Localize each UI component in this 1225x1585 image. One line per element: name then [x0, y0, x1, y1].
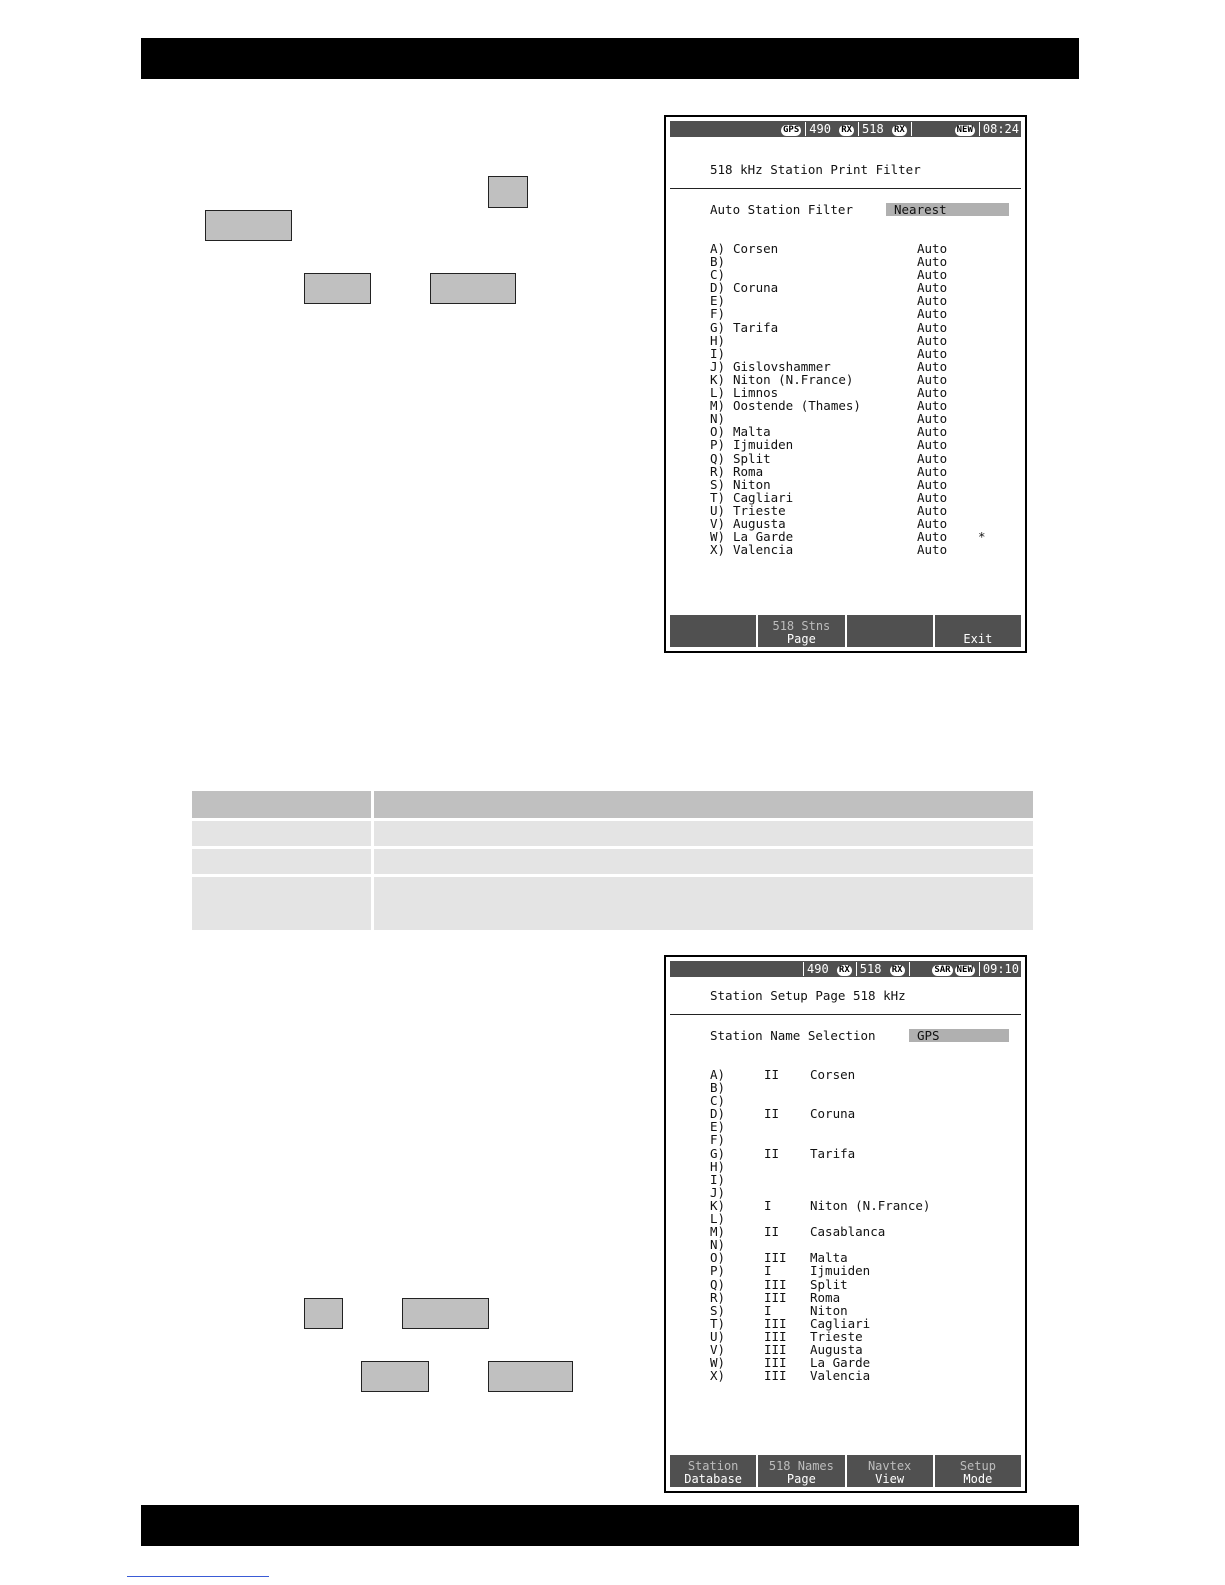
station-level: III	[764, 1355, 787, 1371]
station-level: I	[764, 1197, 772, 1213]
softkey-2[interactable]	[758, 615, 844, 647]
station-name[interactable]: Niton	[810, 1302, 848, 1318]
key-label-box	[402, 1298, 489, 1329]
row-letter: E)	[710, 293, 726, 309]
station-mode[interactable]: Auto	[917, 345, 948, 361]
station-name[interactable]: Niton (N.France)	[810, 1197, 931, 1213]
row-letter: B)	[710, 1080, 726, 1096]
station-level: III	[764, 1341, 787, 1357]
station-level: I	[764, 1302, 772, 1318]
divider	[670, 188, 1021, 189]
list-item	[710, 255, 1010, 268]
station-name[interactable]: Coruna	[810, 1106, 856, 1122]
row-letter: J)	[710, 1184, 726, 1200]
list-item	[710, 1094, 1010, 1107]
station-mode[interactable]: Auto	[917, 463, 948, 479]
parameter-table	[192, 791, 1033, 930]
rx-icon: RX	[838, 965, 850, 975]
list-item	[710, 1133, 1010, 1146]
list-item	[710, 1186, 1010, 1199]
row-letter: M)	[710, 398, 726, 414]
softkey-bar	[670, 1455, 1021, 1487]
station-name: Cagliari	[733, 489, 794, 505]
list-item	[710, 1173, 1010, 1186]
softkey-4[interactable]	[935, 615, 1021, 647]
row-letter: G)	[710, 319, 726, 335]
station-mode[interactable]: Auto	[917, 424, 948, 440]
station-mode[interactable]: Auto	[917, 332, 948, 348]
station-name: Ijmuiden	[733, 437, 794, 453]
row-letter: S)	[710, 476, 726, 492]
station-level: III	[764, 1250, 787, 1266]
row-letter: F)	[710, 1132, 726, 1148]
list-item	[710, 360, 1010, 373]
softkey-label: Database	[684, 1472, 743, 1486]
list-item	[710, 1264, 1010, 1277]
clock: 08:24	[982, 122, 1019, 136]
list-item	[710, 1317, 1010, 1330]
row-letter: B)	[710, 254, 726, 270]
softkey-3[interactable]	[847, 1455, 933, 1487]
row-letter: Q)	[710, 1276, 726, 1292]
station-name: Coruna	[733, 280, 779, 296]
softkey-label-top: 518 Stns	[772, 619, 831, 633]
station-name[interactable]: Tarifa	[810, 1145, 856, 1161]
list-item	[710, 1304, 1010, 1317]
row-letter: A)	[710, 1067, 726, 1082]
station-mode[interactable]: Auto	[917, 241, 948, 256]
list-item	[710, 1291, 1010, 1304]
station-name: Corsen	[733, 241, 779, 256]
softkey-label-top: Navtex	[867, 1459, 912, 1473]
station-level: II	[764, 1224, 780, 1240]
station-name[interactable]: Valencia	[810, 1368, 871, 1384]
station-name[interactable]: Casablanca	[810, 1224, 886, 1240]
list-item	[710, 1147, 1010, 1160]
row-letter: I)	[710, 345, 726, 361]
row-letter: D)	[710, 1106, 726, 1122]
key-label-box	[304, 273, 371, 304]
station-mode[interactable]: Auto	[917, 385, 948, 401]
row-letter: F)	[710, 306, 726, 322]
new-icon: NEW	[956, 965, 973, 975]
row-letter: J)	[710, 358, 726, 374]
station-name[interactable]: Ijmuiden	[810, 1263, 871, 1279]
station-mode[interactable]: Auto	[917, 529, 948, 545]
row-letter: T)	[710, 1315, 726, 1331]
divider	[670, 1014, 1021, 1015]
row-letter: A)	[710, 241, 726, 256]
gps-icon: GPS	[783, 125, 800, 135]
row-letter: R)	[710, 1289, 726, 1305]
row-letter: V)	[710, 515, 726, 531]
header-bar	[141, 38, 1079, 79]
row-letter: C)	[710, 1093, 726, 1109]
station-name: Tarifa	[733, 319, 779, 335]
station-name: Valencia	[733, 542, 794, 558]
screen-title: 518 kHz Station Print Filter	[710, 162, 921, 177]
station-name: Niton	[733, 476, 771, 492]
key-label-box	[304, 1298, 343, 1329]
station-mode[interactable]: Auto	[917, 267, 948, 283]
table-row	[192, 849, 1033, 874]
list-item	[710, 504, 1010, 517]
station-name[interactable]: Augusta	[810, 1341, 863, 1357]
list-item	[710, 1120, 1010, 1133]
station-name[interactable]: Roma	[810, 1289, 841, 1305]
status-bar: 490 RX 518 RX SAR NEW 09:10	[670, 961, 1021, 977]
row-letter: Q)	[710, 450, 726, 466]
station-list	[710, 1068, 1010, 1382]
table-row	[192, 877, 1033, 930]
station-name[interactable]: La Garde	[810, 1355, 871, 1371]
row-letter: L)	[710, 385, 726, 401]
row-letter: U)	[710, 502, 726, 518]
list-item	[710, 465, 1010, 478]
rx-icon: RX	[893, 125, 905, 135]
station-mode[interactable]: Auto	[917, 319, 948, 335]
station-mode[interactable]: Auto	[917, 358, 948, 374]
station-mode[interactable]: Auto	[917, 306, 948, 322]
row-letter: L)	[710, 1211, 726, 1227]
filter-value-field[interactable]: GPS	[909, 1029, 1009, 1042]
station-mode[interactable]: Auto	[917, 411, 948, 427]
station-mode[interactable]: Auto	[917, 515, 948, 531]
softkey-label: Page	[786, 1472, 816, 1486]
table-header-cell	[192, 791, 371, 818]
row-letter: S)	[710, 1302, 726, 1318]
list-item	[710, 1107, 1010, 1120]
station-name: Augusta	[733, 515, 786, 531]
row-letter: T)	[710, 489, 726, 505]
row-letter: O)	[710, 424, 726, 440]
softkey-label: Mode	[963, 1472, 993, 1486]
nearest-marker: *	[978, 529, 986, 545]
softkey-label-top: Station	[687, 1459, 739, 1473]
row-letter: R)	[710, 463, 726, 479]
station-mode[interactable]: Auto	[917, 280, 948, 296]
table-row	[192, 821, 1033, 846]
station-mode[interactable]: Auto	[917, 293, 948, 309]
station-mode[interactable]: Auto	[917, 542, 948, 558]
softkey-1[interactable]	[670, 1455, 756, 1487]
key-label-box	[488, 176, 528, 208]
station-mode[interactable]: Auto	[917, 502, 948, 518]
filter-value-field[interactable]: Nearest	[886, 203, 1009, 216]
list-item	[710, 1225, 1010, 1238]
row-letter: H)	[710, 332, 726, 348]
screen-title: Station Setup Page 518 kHz	[710, 988, 906, 1003]
softkey-label: Exit	[963, 632, 993, 646]
row-letter: X)	[710, 542, 726, 558]
list-item	[710, 1068, 1010, 1081]
station-mode[interactable]: Auto	[917, 371, 948, 387]
footer-link-underline	[127, 1576, 269, 1577]
row-letter: G)	[710, 1145, 726, 1161]
row-letter: H)	[710, 1158, 726, 1174]
clock: 09:10	[982, 962, 1019, 976]
list-item	[710, 321, 1010, 334]
list-item	[710, 334, 1010, 347]
list-item	[710, 1330, 1010, 1343]
station-level: III	[764, 1368, 787, 1384]
station-name[interactable]: Split	[810, 1276, 848, 1292]
list-item	[710, 452, 1010, 465]
row-letter: C)	[710, 267, 726, 283]
station-mode[interactable]: Auto	[917, 254, 948, 270]
row-letter: X)	[710, 1368, 726, 1384]
station-name: Roma	[733, 463, 764, 479]
softkey-label-top: 518 Names	[768, 1459, 834, 1473]
row-letter: U)	[710, 1328, 726, 1344]
device-screen-station-setup	[664, 955, 1027, 1493]
list-item	[710, 1160, 1010, 1173]
list-item	[710, 1238, 1010, 1251]
softkey-1[interactable]	[670, 615, 756, 647]
list-item	[710, 1369, 1010, 1382]
key-label-box	[430, 273, 516, 304]
row-letter: K)	[710, 371, 726, 387]
softkey-4[interactable]	[935, 1455, 1021, 1487]
station-name[interactable]: Trieste	[810, 1328, 863, 1344]
station-name: La Garde	[733, 529, 794, 545]
rx-icon: RX	[891, 965, 903, 975]
softkey-label: Page	[786, 632, 816, 646]
station-level: II	[764, 1067, 780, 1082]
station-name: Split	[733, 450, 771, 466]
new-icon: NEW	[956, 125, 973, 135]
filter-label: Auto Station Filter	[710, 202, 853, 217]
row-letter: W)	[710, 1355, 726, 1371]
row-letter: I)	[710, 1171, 726, 1187]
list-item	[710, 543, 1010, 556]
rx-icon: RX	[841, 125, 853, 135]
row-letter: N)	[710, 411, 726, 427]
list-item	[710, 438, 1010, 451]
station-mode[interactable]: Auto	[917, 398, 948, 414]
list-item	[710, 347, 1010, 360]
status-bar: GPS 490 RX 518 RX NEW 08:24	[670, 121, 1021, 137]
station-name[interactable]: Cagliari	[810, 1315, 871, 1331]
station-name: Trieste	[733, 502, 786, 518]
softkey-3[interactable]	[847, 615, 933, 647]
list-item	[710, 478, 1010, 491]
list-item	[710, 1081, 1010, 1094]
list-item	[710, 307, 1010, 320]
station-mode[interactable]: Auto	[917, 489, 948, 505]
key-label-box	[205, 210, 292, 241]
station-name[interactable]: Malta	[810, 1250, 848, 1266]
row-letter: K)	[710, 1197, 726, 1213]
footer-bar	[141, 1505, 1079, 1546]
list-item	[710, 1278, 1010, 1291]
list-item	[710, 242, 1010, 255]
row-letter: E)	[710, 1119, 726, 1135]
row-letter: N)	[710, 1237, 726, 1253]
row-letter: P)	[710, 437, 726, 453]
table-header-cell	[374, 791, 1033, 818]
sar-icon: SAR	[934, 965, 951, 975]
station-name: Limnos	[733, 385, 779, 401]
row-letter: P)	[710, 1263, 726, 1279]
softkey-label-top: Setup	[959, 1459, 996, 1473]
station-name[interactable]: Corsen	[810, 1067, 856, 1082]
table-header-row	[192, 791, 1033, 818]
station-level: II	[764, 1106, 780, 1122]
station-name: Malta	[733, 424, 771, 440]
station-list	[710, 242, 1010, 556]
row-letter: M)	[710, 1224, 726, 1240]
softkey-label: View	[875, 1472, 905, 1486]
station-name: Niton (N.France)	[733, 371, 854, 387]
filter-label: Station Name Selection	[710, 1028, 876, 1043]
station-mode[interactable]: Auto	[917, 437, 948, 453]
key-label-box	[361, 1361, 429, 1392]
row-letter: D)	[710, 280, 726, 296]
station-level: II	[764, 1145, 780, 1161]
station-level: I	[764, 1263, 772, 1279]
station-level: III	[764, 1289, 787, 1305]
station-mode[interactable]: Auto	[917, 450, 948, 466]
list-item	[710, 399, 1010, 412]
softkey-bar	[670, 615, 1021, 647]
station-name: Oostende (Thames)	[733, 398, 861, 414]
station-mode[interactable]: Auto	[917, 476, 948, 492]
list-item	[710, 491, 1010, 504]
station-level: III	[764, 1328, 787, 1344]
device-screen-print-filter	[664, 115, 1027, 653]
row-letter: W)	[710, 529, 726, 545]
station-name: Gislovshammer	[733, 358, 831, 374]
list-item	[710, 1199, 1010, 1212]
softkey-2[interactable]	[758, 1455, 844, 1487]
station-level: III	[764, 1276, 787, 1292]
list-item	[710, 281, 1010, 294]
row-letter: O)	[710, 1250, 726, 1266]
list-item	[710, 294, 1010, 307]
row-letter: V)	[710, 1341, 726, 1357]
key-label-box	[488, 1361, 573, 1392]
station-level: III	[764, 1315, 787, 1331]
